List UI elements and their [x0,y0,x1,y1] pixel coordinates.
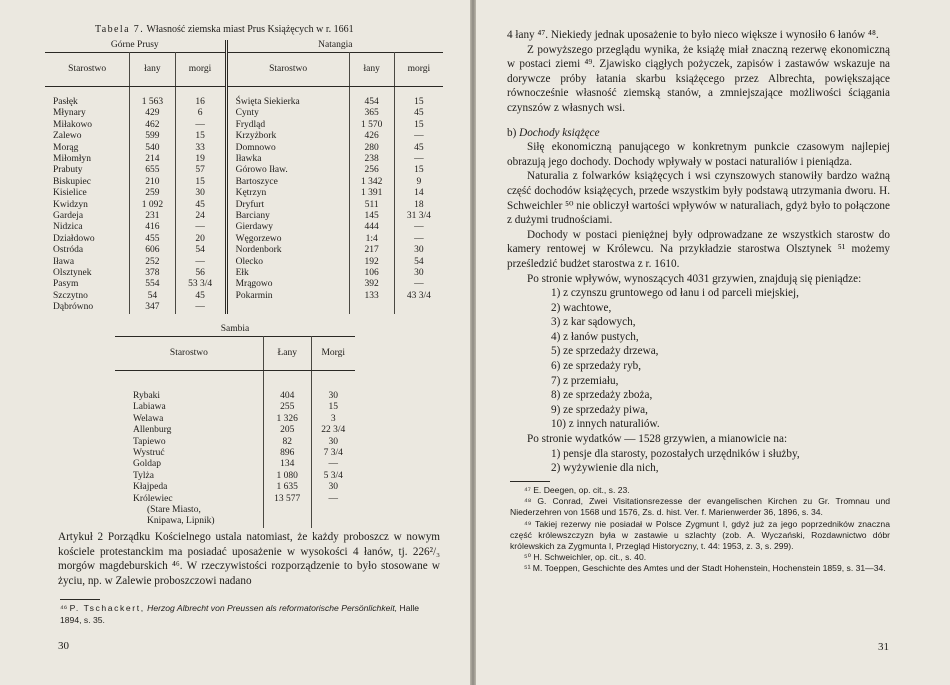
cell-lany: 106 [349,268,394,279]
cell-lany: 1 563 [130,97,175,108]
section-heading [507,126,890,141]
cell-morgi: 56 [175,268,226,279]
cell-starostwo: Kętrzyn [226,188,349,199]
cell-starostwo: Kłajpeda [115,482,263,493]
cell-lany: 392 [349,279,394,290]
cell-morgi: 45 [414,108,424,119]
table-row [45,97,443,108]
table-row [45,143,443,154]
cell-lany: 1 635 [263,482,311,493]
table-row [115,459,355,470]
cell-lany: 238 [349,154,394,165]
table-row [115,425,355,436]
cell-morgi: 15 [414,119,424,130]
cell-morgi: — [414,153,424,164]
cell-starostwo: Pasym [45,279,130,290]
cell-starostwo: Frydląd [226,120,349,131]
cell-starostwo: Ełk [226,268,349,279]
cell-morgi: 3 [330,413,336,424]
cell-starostwo: Nordenbork [226,245,349,256]
cell-starostwo [226,302,349,313]
list-item: 1) pensje dla starosty, pozostałych urzędników i służby, [551,447,800,460]
cell-lany: 896 [263,448,311,459]
table-row [45,302,443,313]
table-row [115,402,355,413]
table-row [45,257,443,268]
cell-lany: 255 [263,402,311,413]
cell-starostwo: Rybaki [115,391,263,402]
cell-lany: 214 [130,154,175,165]
group-header-sambia: Sambia [220,324,250,334]
list-item: 1) z czynszu gruntowego od łanu i od parceli miejskiej, [551,287,799,300]
cell-morgi: 14 [414,188,424,199]
cell-starostwo: Cynty [226,108,349,119]
cell-morgi: 6 [175,108,226,119]
table-row [115,516,355,527]
footnote-title: Herzog Albrecht von Preussen als reformatorische Persönlichkeit, [147,603,398,613]
cell-starostwo: Wystruć [115,448,263,459]
list-item: 5) ze sprzedaży drzewa, [551,345,659,358]
cell-lany: 540 [130,143,175,154]
cell-lany: 444 [349,222,394,233]
left-page [0,0,470,685]
cell-lany: 192 [349,257,394,268]
list-item: 7) z przemiału, [551,374,619,387]
cell-morgi: 57 [175,165,226,176]
cell-lany: 1:4 [349,234,394,245]
table-row [45,268,443,279]
table-caption-text: Własność ziemska miast Prus Książęcych w r. 1661 [146,24,354,35]
body-paragraph: Artykuł 2 Porządku Kościelnego ustala natomiast, że każdy proboszcz w nowym kościele protestanckim ma posiadać uposażenie w wysokości 4 łanów, tj. 226²/₃ morgów magdeburskich ⁴⁶. W rzeczywistości rozporządzenie to było stosowane w życiu, np. w Zalewie proboszczowi nadano [58,531,440,587]
sambia-note: (Stare Miasto, [115,505,263,516]
footnotes [510,485,890,575]
sambia-note: Knipawa, Lipnik) [115,516,263,527]
table-row [115,471,355,482]
cell-morgi: — [414,233,424,244]
cell-lany: 13 577 [263,494,311,505]
cell-morgi: 19 [175,154,226,165]
cell-lany: 280 [349,143,394,154]
cell-lany: 217 [349,245,394,256]
list-item: 6) ze sprzedaży ryb, [551,360,642,373]
cell-starostwo: Miłomłyn [45,154,130,165]
table-row [45,131,443,142]
cell-starostwo: Iława [45,257,130,268]
footnote: ⁵¹ M. Toeppen, Geschichte des Amtes und der Stadt Hohenstein, Hochenstein 1859, s. 31—34. [524,563,886,574]
cell-lany: 429 [130,108,175,119]
list-item: 4) z łanów pustych, [551,330,639,343]
cell-lany: 1 391 [349,188,394,199]
body-paragraph: Po stronie wydatków — 1528 grzywien, a mianowicie na: [527,433,788,446]
cell-lany [349,302,394,313]
cell-lany: 426 [349,131,394,142]
col-header-lany: łany [130,53,175,87]
cell-morgi: 15 [414,96,424,107]
table-caption-prefix: Tabela 7. [95,24,145,35]
cell-morgi: — [328,459,339,470]
group-header-natangia: Natangia [318,40,353,50]
cell-morgi: — [175,120,226,131]
table-row [45,200,443,211]
table-row [115,494,355,505]
cell-morgi: 15 [328,402,339,413]
cell-morgi: 43 3/4 [406,290,431,301]
table-row [115,505,355,516]
list-item: 2) wachtowe, [551,301,612,314]
cell-morgi: — [414,222,424,233]
cell-lany: 454 [349,97,394,108]
cell-starostwo: Górowo Iław. [226,165,349,176]
cell-lany: 365 [349,108,394,119]
income-list [551,286,890,432]
cell-morgi: 30 [328,436,339,447]
footnote-author: P. Tschackert, [69,603,145,613]
cell-starostwo: Morąg [45,143,130,154]
cell-starostwo: Iławka [226,154,349,165]
cell-lany: 82 [263,437,311,448]
cell-lany: 511 [349,200,394,211]
cell-morgi: 16 [175,97,226,108]
cell-morgi: 15 [414,165,424,176]
cell-starostwo: Pokarmin [226,291,349,302]
col-header-morgi: morgi [175,53,226,87]
cell-starostwo: Tylża [115,471,263,482]
cell-morgi: 30 [328,390,339,401]
cell-starostwo: Królewiec [115,494,263,505]
cell-lany: 205 [263,425,311,436]
body-paragraph: Siłę ekonomiczną panującego w konkretnym punkcie czasowym najlepiej obrazują jego dochody. Dochody wpływały w postaci naturaliów i pieniądza. [507,141,890,168]
table-row [115,482,355,493]
body-paragraph: 4 łany ⁴⁷. Niekiedy jednak uposażenie to było nieco większe i wynosiło 6 łanów ⁴⁸. [507,29,879,41]
cell-lany: 606 [130,245,175,256]
cell-lany: 1 570 [349,120,394,131]
cell-starostwo: Prabuty [45,165,130,176]
cell-starostwo: Zalewo [45,131,130,142]
cell-morgi: 22 3/4 [321,425,346,436]
table-row [45,291,443,302]
cell-starostwo: Kwidzyn [45,200,130,211]
cell-starostwo: Allenburg [115,425,263,436]
list-item: 8) ze sprzedaży zboża, [551,389,653,402]
cell-lany: 231 [130,211,175,222]
cell-lany: 554 [130,279,175,290]
table-caption [95,24,354,35]
cell-morgi: — [414,131,424,142]
cell-morgi [394,302,443,313]
cell-starostwo: Ostróda [45,245,130,256]
sambia-table [115,324,355,528]
cell-morgi: — [175,257,226,268]
table-row [45,165,443,176]
expense-list [551,447,890,476]
landholding-table [45,40,443,314]
cell-morgi: — [175,222,226,233]
cell-starostwo: Gierdawy [226,222,349,233]
col-header-lany: Łany [263,337,311,371]
table-row [45,234,443,245]
table-row [45,154,443,165]
footnote: ⁴⁷ E. Deegen, op. cit., s. 23. [524,485,630,495]
cell-morgi: 30 [328,482,339,493]
footnote-rest: Halle 1894, s. 35. [60,603,420,625]
footnote-rule [60,599,100,600]
list-item: 3) z kar sądowych, [551,316,636,329]
cell-lany: 145 [349,211,394,222]
cell-lany: 1 326 [263,414,311,425]
col-header-starostwo: Starostwo [226,53,349,87]
cell-lany: 259 [130,188,175,199]
cell-morgi: 30 [175,188,226,199]
cell-starostwo: Olecko [226,257,349,268]
right-page-text [507,28,890,476]
cell-lany: 1 080 [263,471,311,482]
table-row [45,108,443,119]
cell-starostwo: Biskupiec [45,177,130,188]
cell-morgi: 30 [414,245,424,256]
cell-morgi: 30 [414,268,424,278]
cell-starostwo: Welawa [115,414,263,425]
list-item: 9) ze sprzedaży piwa, [551,403,648,416]
cell-starostwo: Dryfurt [226,200,349,211]
cell-lany: 134 [263,459,311,470]
cell-lany: 404 [263,391,311,402]
cell-starostwo: Nidzica [45,222,130,233]
cell-starostwo: Goldap [115,459,263,470]
cell-starostwo: Krzyżbork [226,131,349,142]
body-paragraph: Naturalia z folwarków książęcych i wsi czynszowych stanowiły bardzo ważną część dochodów książęcych, przede wszystkim były podstawą utrzymania dworu. H. Schweichler ⁵⁰ nie obliczył wartości wpływów w naturaliach, gdyż było to połączone z dużymi trudnościami. [507,170,890,227]
cell-lany: 416 [130,222,175,233]
table-row [115,448,355,459]
table-row [45,245,443,256]
footnote: ⁵⁰ H. Schweichler, op. cit., s. 40. [524,552,647,563]
page-number: 31 [878,641,889,653]
cell-morgi: 33 [175,143,226,154]
cell-morgi: 45 [175,291,226,302]
footnote: ⁴⁹ Takiej rezerwy nie posiadał w Polsce Zygmunt I, gdyż już za jego poprzedników znaczna część królewszczyzn była w zastawie u szlachty (zob. A. Wyczański, Rozdawnictwo dóbr królewskich za Zygmunta I, Przegląd Historyczny, t. 44: 1953, z. 3, s. 299). [510,518,890,552]
cell-starostwo: Święta Siekierka [226,97,349,108]
footnote-46 [60,603,440,626]
col-header-morgi: Morgi [311,337,355,371]
cell-morgi: 31 3/4 [406,210,431,221]
cell-lany: 347 [130,302,175,313]
cell-starostwo: Olsztynek [45,268,130,279]
cell-starostwo: Gardeja [45,211,130,222]
cell-morgi: 15 [175,177,226,188]
cell-morgi: 15 [175,131,226,142]
col-header-lany: łany [349,53,394,87]
cell-lany: 133 [349,291,394,302]
cell-starostwo: Młynary [45,108,130,119]
cell-starostwo: Tapiewo [115,437,263,448]
cell-morgi: 53 3/4 [175,279,226,290]
cell-starostwo: Działdowo [45,234,130,245]
cell-morgi: 7 3/4 [323,447,343,458]
cell-starostwo: Barciany [226,211,349,222]
cell-lany: 210 [130,177,175,188]
cell-morgi: — [328,493,339,504]
table-row [45,279,443,290]
cell-morgi: 45 [175,200,226,211]
cell-lany: 252 [130,257,175,268]
page-number: 30 [58,640,69,652]
section-heading-prefix: b) [507,126,517,139]
cell-lany: 462 [130,120,175,131]
col-header-starostwo: Starostwo [45,53,130,87]
cell-morgi: 18 [414,199,424,210]
body-paragraph: Po stronie wpływów, wynoszących 4031 grzywien, znajdują się pieniądze: [527,272,862,285]
table-row [45,211,443,222]
table-row [45,177,443,188]
col-header-morgi: morgi [394,53,443,87]
cell-starostwo: Labiawa [115,402,263,413]
table-row [45,120,443,131]
table-row [115,437,355,448]
table-row [45,188,443,199]
cell-morgi: 20 [175,234,226,245]
cell-lany: 256 [349,165,394,176]
cell-morgi: — [175,302,226,313]
body-paragraph: Z powyższego przeglądu wynika, że książę miał znaczną rezerwę ekonomiczną w postaci ziemi ⁴⁹. Zjawisko ciągłych pożyczek, zapisów i zastawów wskazuje na dorywcze próby łatania skarbu książęcego przez Albrechta, powiększające równocześnie własność ziemską stanów, a zmniejszające możliwości ściągania czynszów z własnych wsi. [507,43,890,114]
cell-lany: 378 [130,268,175,279]
list-item: 2) wyżywienie dla nich, [551,462,659,475]
col-header-starostwo: Starostwo [115,337,263,371]
cell-starostwo: Pasłęk [45,97,130,108]
cell-lany: 1 342 [349,177,394,188]
section-heading-title: Dochody książęce [519,126,600,139]
footnote: ⁴⁸ G. Conrad, Zwei Visitationsrezesse der evangelischen Kirchen zu Gr. Tromnau und Niederzehren von 1568 und 1576, Zs. d. hist. Ver. f. Marienwerder 36, 1896, s. 34. [510,496,890,518]
cell-starostwo: Dąbrówno [45,302,130,313]
body-paragraph: Dochody w postaci pieniężnej były odprowadzane ze wszystkich starostw do kamery rentowej w Królewcu. Na przykładzie starostwa Olsztynek ⁵¹ możemy prześledzić budżet starostwa z r. 1610. [507,228,890,270]
cell-lany: 54 [130,291,175,302]
cell-starostwo: Miłakowo [45,120,130,131]
cell-lany: 655 [130,165,175,176]
cell-morgi: 45 [414,142,424,153]
cell-lany: 1 092 [130,200,175,211]
cell-morgi: 9 [416,176,422,187]
table-row [115,391,355,402]
cell-morgi: — [414,279,424,290]
footnote-rule [510,481,550,482]
cell-lany: 455 [130,234,175,245]
cell-starostwo: Bartoszyce [226,177,349,188]
footnote-number: ⁴⁶ [60,603,68,613]
cell-starostwo: Domnowo [226,143,349,154]
table-row [45,222,443,233]
cell-morgi: 54 [414,256,424,267]
group-header-gorne-prusy: Górne Prusy [45,40,226,53]
cell-starostwo: Węgorzewo [226,234,349,245]
cell-morgi: 5 3/4 [323,470,343,481]
list-item: 10) z innych naturaliów. [551,418,660,431]
cell-morgi: 24 [175,211,226,222]
cell-starostwo: Szczytno [45,291,130,302]
cell-starostwo: Mrągowo [226,279,349,290]
cell-lany: 599 [130,131,175,142]
table-row [115,414,355,425]
cell-morgi: 54 [175,245,226,256]
cell-starostwo: Kisielice [45,188,130,199]
